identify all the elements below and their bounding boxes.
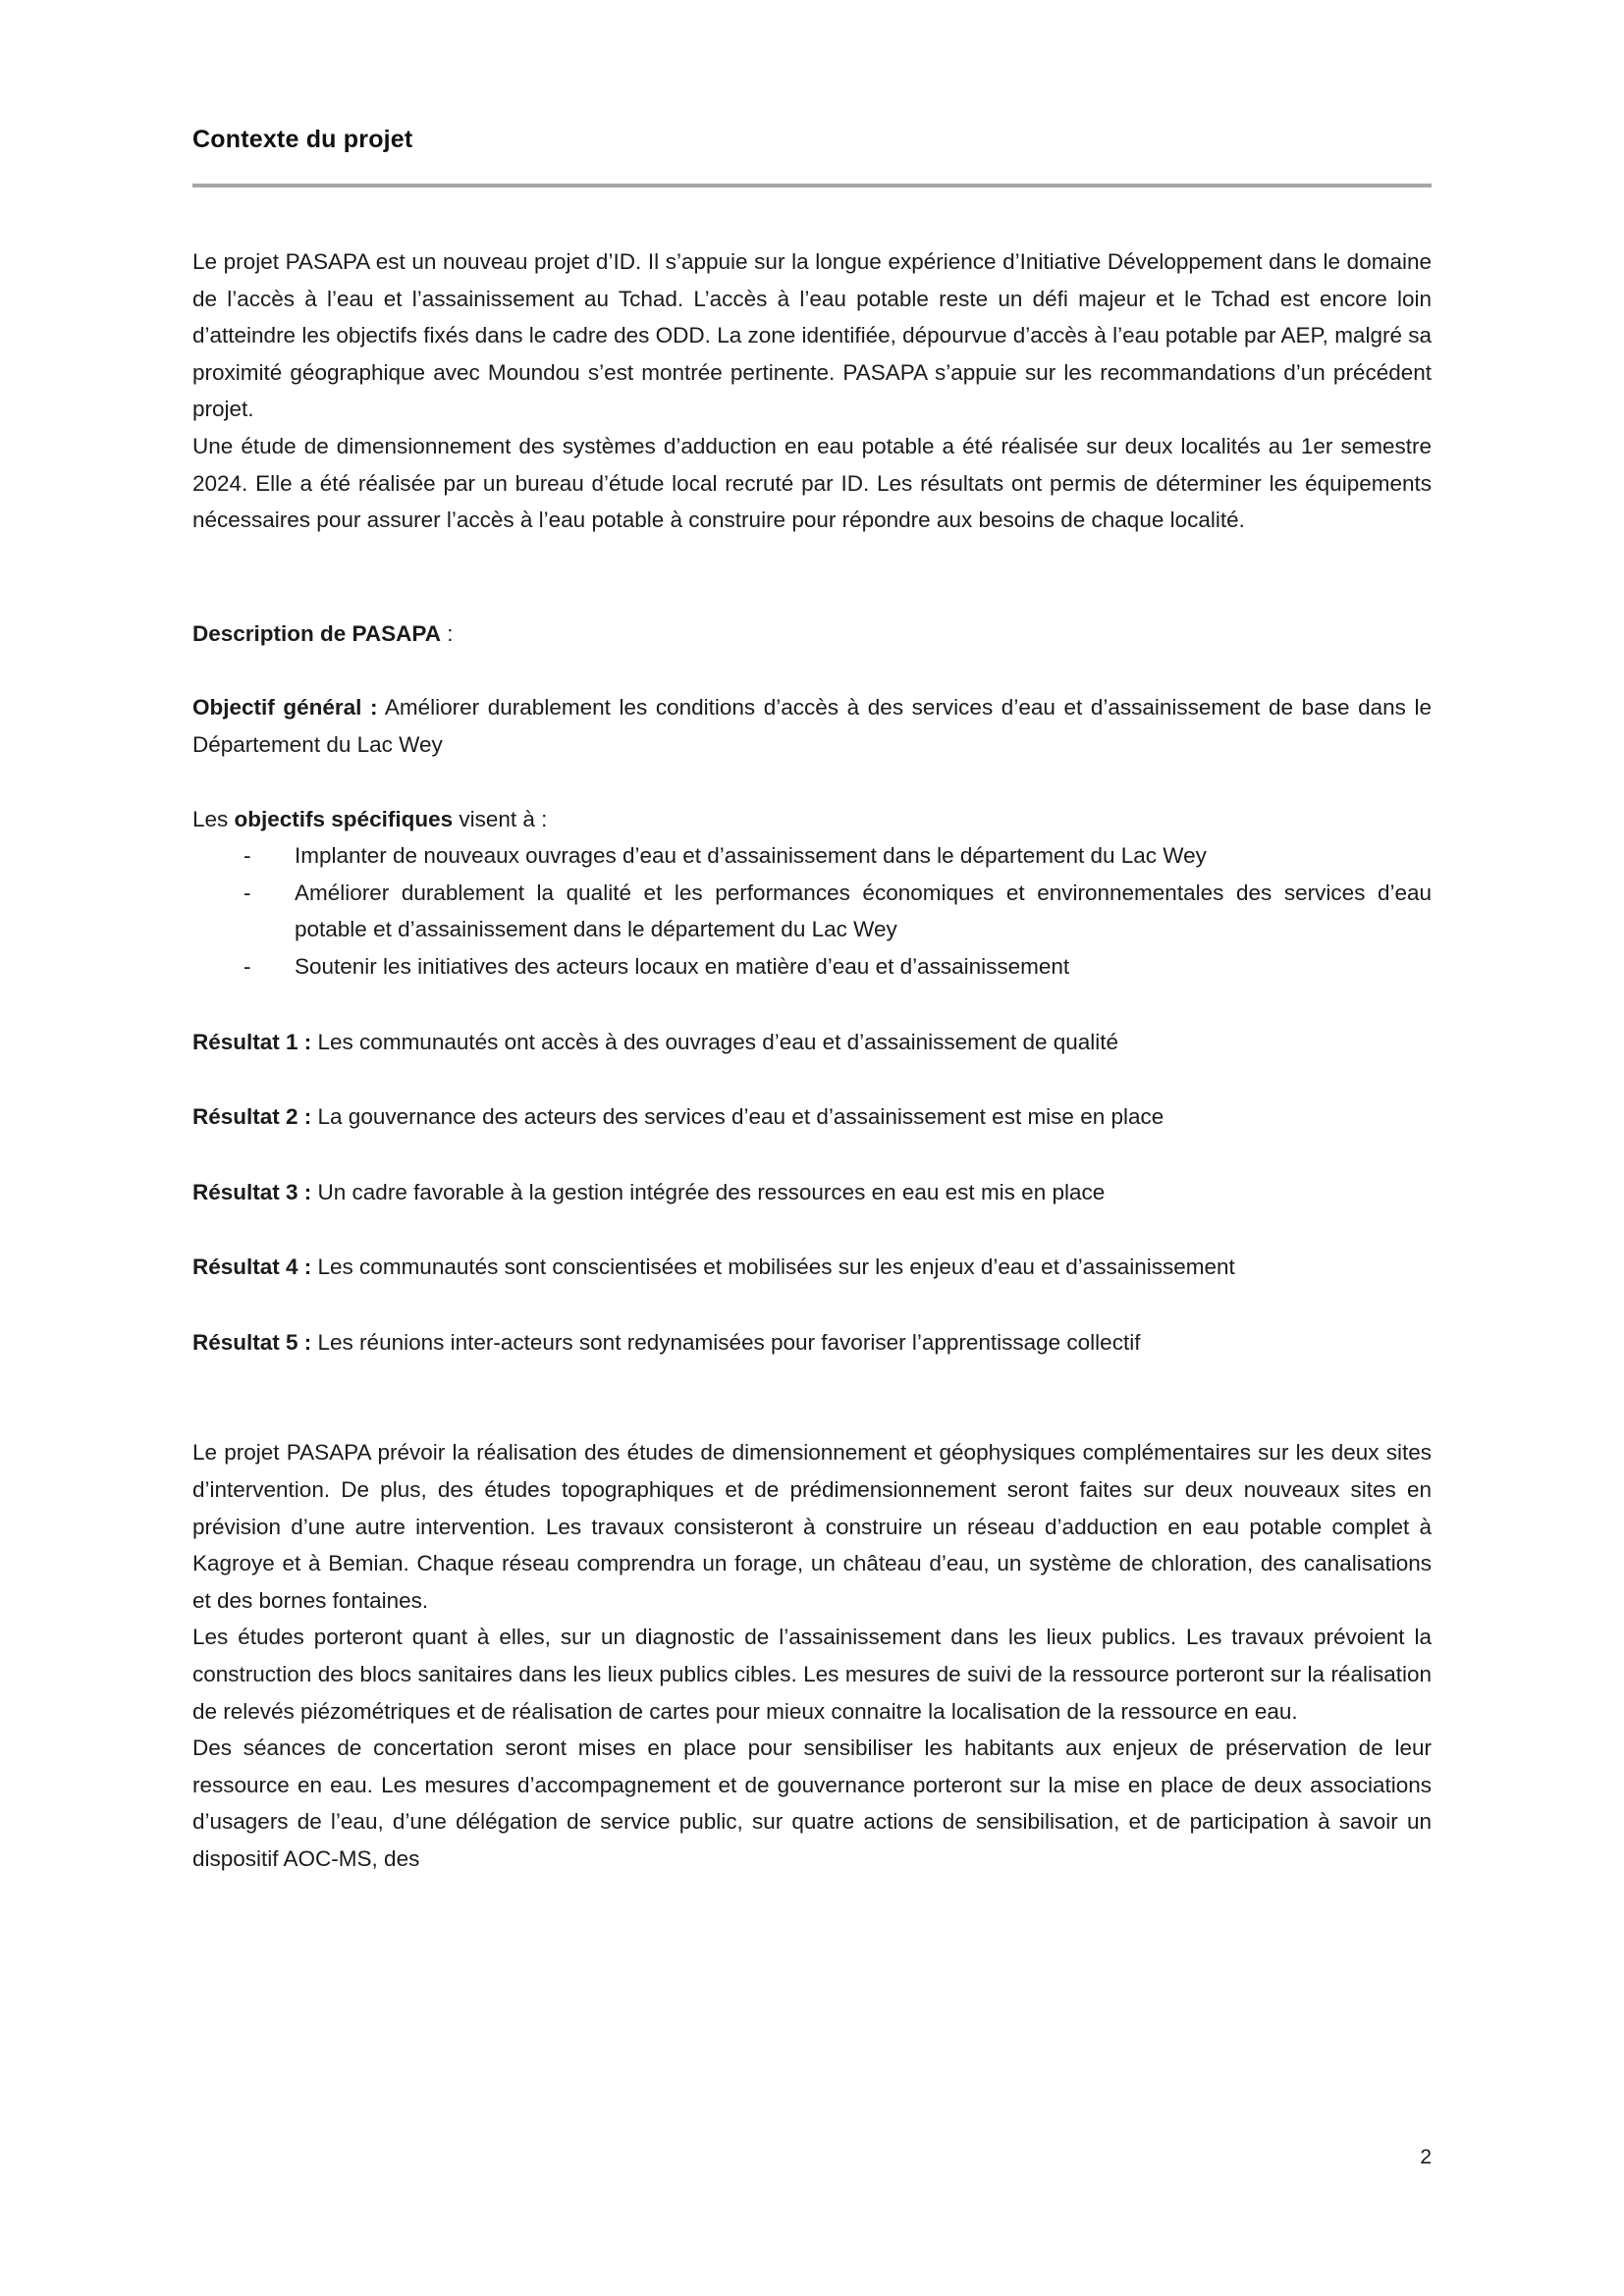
description-heading-colon: : [440,620,454,646]
title-divider [192,184,1432,187]
list-item-text: Améliorer durablement la qualité et les performances économiques et environnementales des services d’eau potable et d’assainissement dans le département du Lac Wey [295,880,1432,942]
list-item-text: Implanter de nouveaux ouvrages d’eau et d’assainissement dans le département du Lac Wey [295,843,1207,869]
objectifs-specifiques-bold: objectifs spécifiques [234,806,454,831]
resultat-3-text: Un cadre favorable à la gestion intégrée des ressources en eau est mis en place [311,1179,1106,1204]
list-item [192,837,1432,875]
resultat-4 [192,1249,1432,1286]
list-item-dash: - [244,953,251,979]
list-item [192,948,1432,986]
resultat-1 [192,1024,1432,1061]
objectifs-specifiques-list [192,837,1432,985]
objectifs-specifiques-lead [192,801,1432,838]
list-item-dash: - [244,880,251,905]
objectifs-specifiques-prefix: Les [192,806,235,831]
list-item-dash: - [244,843,251,869]
closing-section [192,1434,1432,1877]
intro-section [192,243,1432,539]
resultat-5-label: Résultat 5 : [192,1329,312,1355]
objectif-general-label: Objectif général : [192,695,378,721]
description-heading-bold: Description de PASAPA [192,620,441,646]
objectif-general-text: Améliorer durablement les conditions d’accès à des services d’eau et d’assainissement de base dans le Département du Lac Wey [192,695,1432,757]
description-heading [192,615,1432,653]
list-item [192,875,1432,948]
resultat-4-text: Les communautés sont conscientisées et mobilisées sur les enjeux d’eau et d’assainissement [311,1255,1235,1280]
resultat-2-text: La gouvernance des acteurs des services d’eau et d’assainissement est mise en place [311,1104,1164,1130]
resultat-3 [192,1174,1432,1211]
resultat-1-label: Résultat 1 : [192,1029,312,1054]
resultat-4-label: Résultat 4 : [192,1255,312,1280]
list-item-text: Soutenir les initiatives des acteurs locaux en matière d’eau et d’assainissement [295,953,1070,979]
closing-paragraph-3: Des séances de concertation seront mises en place pour sensibiliser les habitants aux enjeux de préservation de leur ressource en eau. Les mesures d’accompagnement et de gouvernance porteront sur la mise en place de deux associations d’usagers de l’eau, d’une délégation de service public, sur quatre actions de sensibilisation, et de participation à savoir un dispositif AOC-MS, des [192,1735,1432,1871]
resultat-5 [192,1324,1432,1362]
resultat-2 [192,1098,1432,1136]
resultats-section [192,1024,1432,1362]
intro-paragraph-2: Une étude de dimensionnement des systèmes d’adduction en eau potable a été réalisée sur deux localités au 1er semestre 2024. Elle a été réalisée par un bureau d’étude local recruté par ID. Les résultats ont permis de déterminer les équipements nécessaires pour assurer l’accès à l’eau potable à construire pour répondre aux besoins de chaque localité. [192,433,1432,533]
resultat-2-label: Résultat 2 : [192,1104,312,1130]
resultat-5-text: Les réunions inter-acteurs sont redynamisées pour favoriser l’apprentissage collectif [311,1329,1141,1355]
page-title: Contexte du projet [192,126,413,153]
resultat-1-text: Les communautés ont accès à des ouvrages d’eau et d’assainissement de qualité [311,1029,1119,1054]
intro-paragraph-1: Le projet PASAPA est un nouveau projet d’ID. Il s’appuie sur la longue expérience d’Initiative Développement dans le domaine de l’accès à l’eau et l’assainissement au Tchad. L’accès à l’eau potable reste un défi majeur et le Tchad est encore loin d’atteindre les objectifs fixés dans le cadre des ODD. La zone identifiée, dépourvue d’accès à l’eau potable par AEP, malgré sa proximité géographique avec Moundou s’est montrée pertinente. PASAPA s’appuie sur les recommandations d’un précédent projet. [192,249,1432,422]
page-number: 2 [1420,2146,1432,2168]
closing-paragraph-1: Le projet PASAPA prévoir la réalisation des études de dimensionnement et géophysiques complémentaires sur les deux sites d’intervention. De plus, des études topographiques et de prédimensionnement seront faites sur deux nouveaux sites en prévision d’une autre intervention. Les travaux consisteront à construire un réseau d’adduction en eau potable complet à Kagroye et à Bemian. Chaque réseau comprendra un forage, un château d’eau, un système de chloration, des canalisations et des bornes fontaines. [192,1440,1432,1613]
closing-paragraph-2: Les études porteront quant à elles, sur un diagnostic de l’assainissement dans les lieux publics. Les travaux prévoient la construction des blocs sanitaires dans les lieux publics cibles. Les mesures de suivi de la ressource porteront sur la réalisation de relevés piézométriques et de réalisation de cartes pour mieux connaitre la localisation de la ressource en eau. [192,1625,1432,1724]
objectifs-specifiques-suffix: visent à : [453,806,548,831]
resultat-3-label: Résultat 3 : [192,1179,312,1204]
objectif-general-paragraph [192,689,1432,763]
